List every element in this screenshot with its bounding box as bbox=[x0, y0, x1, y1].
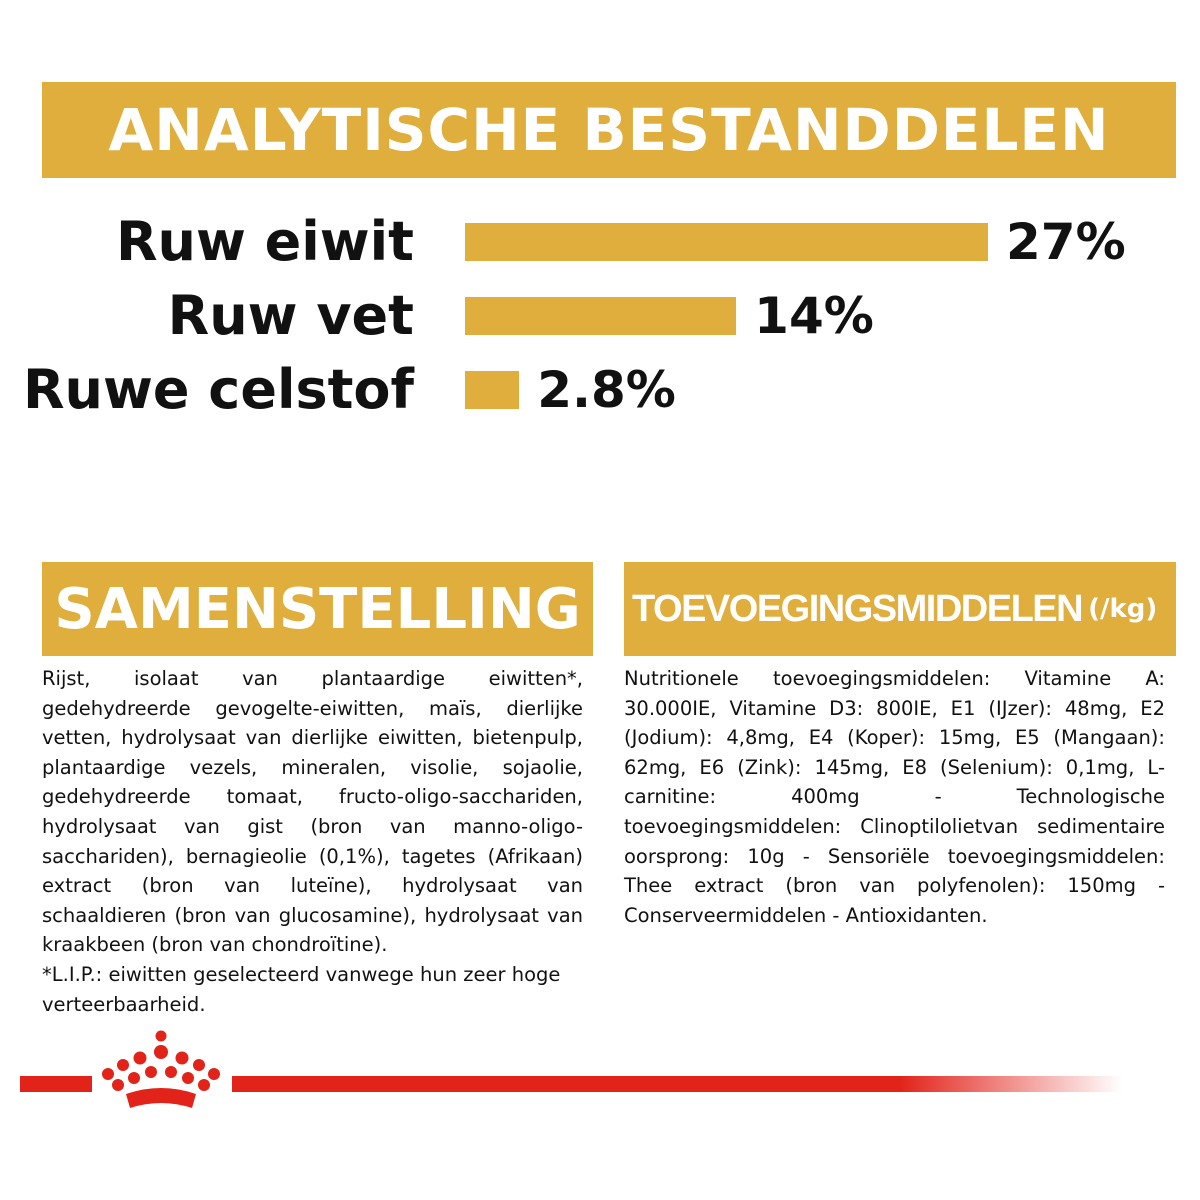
analytic-bar bbox=[465, 223, 988, 261]
analytic-value: 2.8% bbox=[537, 361, 676, 419]
composition-footnote: *L.I.P.: eiwitten geselecteerd vanwege hun zeer hoge verteerbaarheid. bbox=[42, 962, 561, 1016]
additives-body bbox=[624, 664, 1165, 930]
analytics-title: ANALYTISCHE BESTANDDELEN bbox=[108, 96, 1110, 164]
composition-body bbox=[42, 664, 583, 1019]
composition-text: Rijst, isolaat van plantaardige eiwitten*, gedehydreerde gevogelte-eiwitten, maïs, dierlijke vetten, hydrolysaat van dierlijke eiwitten, bietenpulp, plantaardige vezels, mineralen, visolie, sojaolie, gedehydreerde tomaat, fructo-oligo-sacchariden, hydrolysaat van gist (bron van manno-oligo-sacchariden), bernagieolie (0,1%), tagetes (Afrikaan) extract (bron van luteïne), hydrolysaat van schaaldieren (bron van glucosamine), hydrolysaat van kraakbeen (bron van chondroïtine). bbox=[42, 667, 583, 957]
additives-header bbox=[624, 562, 1176, 656]
brand-line-right bbox=[232, 1076, 1122, 1092]
analytic-row bbox=[0, 355, 1200, 425]
royal-canin-crown-icon bbox=[96, 1028, 226, 1118]
analytic-bar bbox=[465, 297, 736, 335]
analytic-bar bbox=[465, 371, 519, 409]
analytics-header bbox=[42, 82, 1176, 178]
analytic-value: 27% bbox=[1006, 213, 1126, 271]
analytic-label: Ruw vet bbox=[167, 284, 414, 347]
additives-text: Nutritionele toevoegingsmiddelen: Vitamine A: 30.000IE, Vitamine D3: 800IE, E1 (IJzer): 48mg, E2 (Jodium): 4,8mg, E4 (Koper): 15mg, E5 (Mangaan): 62mg, E6 (Zink): 145mg, E8 (Selenium): 0,1mg, L-carnitine: 400mg - Technologische toevoegingsmiddelen: Clinoptilolietvan sedimentaire oorsprong: 10g - Sensoriële toevoegingsmiddelen: Thee extract (bron van polyfenolen): 150mg - Conserveermiddelen - Antioxidanten. bbox=[624, 667, 1165, 927]
composition-header bbox=[42, 562, 593, 656]
analytic-row bbox=[0, 281, 1200, 351]
analytic-label: Ruwe celstof bbox=[22, 358, 414, 421]
analytic-value: 14% bbox=[754, 287, 874, 345]
brand-line-left bbox=[20, 1076, 92, 1092]
composition-title: SAMENSTELLING bbox=[54, 576, 581, 642]
additives-unit: (/kg) bbox=[1088, 594, 1158, 624]
additives-title: TOEVOEGINGSMIDDELEN bbox=[632, 587, 1083, 630]
analytic-label: Ruw eiwit bbox=[115, 210, 414, 273]
analytic-row bbox=[0, 207, 1200, 277]
